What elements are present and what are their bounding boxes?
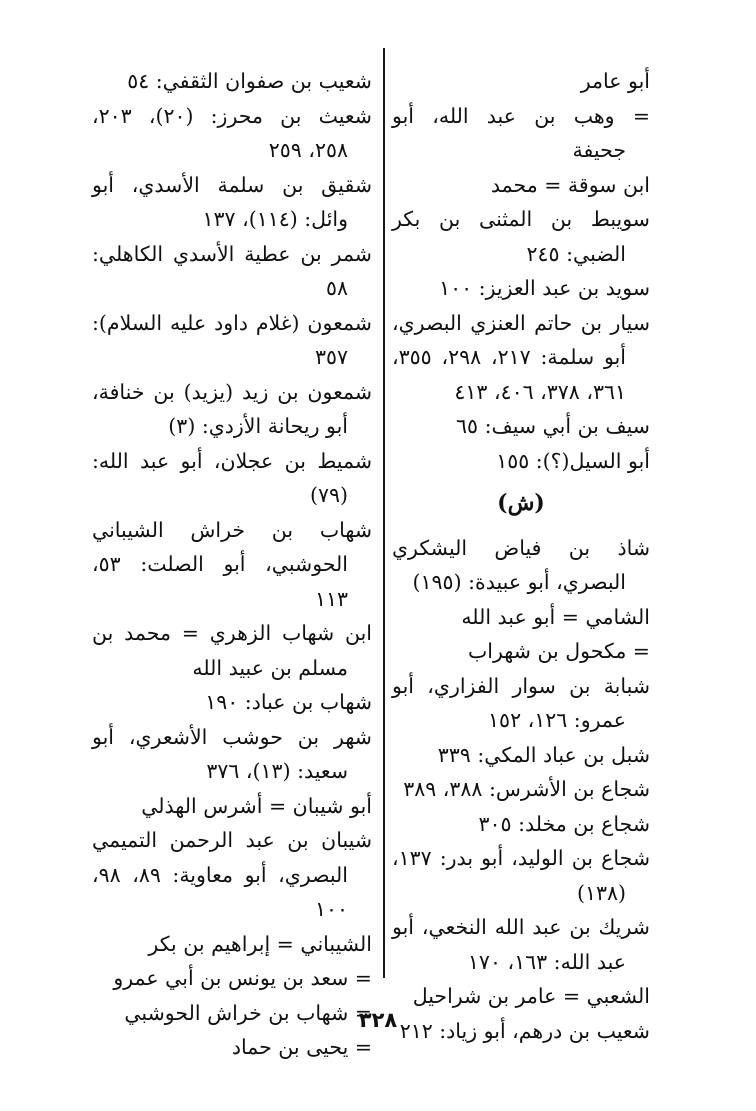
index-entry: شمر بن عطية الأسدي الكاهلي: ٥٨ [92, 241, 372, 300]
index-entry: شيبان بن عبد الرحمن التميمي البصري، أبو معاوية: ٨٩، ٩٨، ١٠٠ [92, 828, 372, 921]
index-entry: شعيث بن محرز: (٢٠)، ٢٠٣، ٢٥٨، ٢٥٩ [92, 103, 372, 162]
index-entry: = شهاب بن خراش الحوشبي [124, 1000, 372, 1025]
index-entry: شاذ بن فياض اليشكري البصري، أبو عبيدة: (١٩٥) [392, 535, 650, 594]
page-number: ٣٢٨ [358, 1008, 398, 1032]
index-entry: شقيق بن سلمة الأسدي، أبو وائل: (١١٤)، ١٣٧ [92, 172, 372, 231]
index-entry: شمعون بن زيد (يزيد) بن خنافة، أبو ريحانة الأزدي: (٣) [92, 379, 372, 438]
index-entry: شبابة بن سوار الفزاري، أبو عمرو: ١٢٦، ١٥٢ [392, 673, 650, 732]
index-entry: شبل بن عباد المكي: ٣٣٩ [437, 742, 650, 767]
index-entry: شجاع بن الوليد، أبو بدر: ١٣٧، (١٣٨) [392, 846, 650, 905]
index-entry: = وهب بن عبد الله، أبو جحيفة [392, 103, 650, 162]
index-entry: الشيباني = إبراهيم بن بكر [148, 931, 372, 956]
index-entry: = سعد بن يونس بن أبي عمرو [113, 966, 372, 990]
index-entry: أبو عامر [580, 69, 650, 93]
index-entry: شجاع بن مخلد: ٣٠٥ [478, 811, 650, 836]
section-heading: (ش) [497, 490, 545, 516]
index-entry: أبو شيبان = أشرس الهذلي [141, 793, 372, 818]
index-entry: ابن سوقة = محمد [490, 172, 650, 197]
right-column [392, 64, 650, 1048]
left-column [92, 64, 372, 1065]
column-divider [383, 48, 385, 978]
index-entry: شعيب بن صفوان الثقفي: ٥٤ [127, 69, 372, 93]
index-entry: = مكحول بن شهراب [468, 639, 650, 663]
index-entry: الشعبي = عامر بن شراحيل [412, 984, 650, 1008]
index-entry: الشامي = أبو عبد الله [461, 604, 650, 629]
index-entry: سويبط بن المثنى بن بكر الضبي: ٢٤٥ [392, 207, 650, 266]
index-entry: شجاع بن الأشرس: ٣٨٨، ٣٨٩ [403, 777, 650, 801]
index-entry: شهاب بن عباد: ١٩٠ [205, 690, 372, 714]
index-entry: شهر بن حوشب الأشعري، أبو سعيد: (١٣)، ٣٧٦ [92, 724, 372, 783]
index-entry: سيف بن أبي سيف: ٦٥ [456, 414, 650, 438]
index-entry: ابن شهاب الزهري = محمد بن مسلم بن عبيد الله [92, 621, 372, 680]
index-entry: = يحيى بن حماد [231, 1035, 372, 1059]
index-entry: سويد بن عبد العزيز: ١٠٠ [439, 276, 650, 300]
index-entry: شعيب بن درهم، أبو زياد: ٢١٢ [399, 1018, 650, 1043]
index-entry: شمعون (غلام داود عليه السلام): ٣٥٧ [92, 310, 372, 369]
index-entry: سيار بن حاتم العنزي البصري، أبو سلمة: ٢١٧، ٢٩٨، ٣٥٥، ٣٦١، ٣٧٨، ٤٠٦، ٤١٣ [392, 310, 650, 404]
index-entry: أبو السيل(؟): ١٥٥ [496, 448, 650, 473]
index-entry: شميط بن عجلان، أبو عبد الله: (٧٩) [92, 448, 372, 507]
index-entry: شهاب بن خراش الشيباني الحوشبي، أبو الصلت: ٥٣، ١١٣ [92, 517, 372, 611]
index-entry: شريك بن عبد الله النخعي، أبو عبد الله: ١٦٣، ١٧٠ [392, 915, 650, 974]
